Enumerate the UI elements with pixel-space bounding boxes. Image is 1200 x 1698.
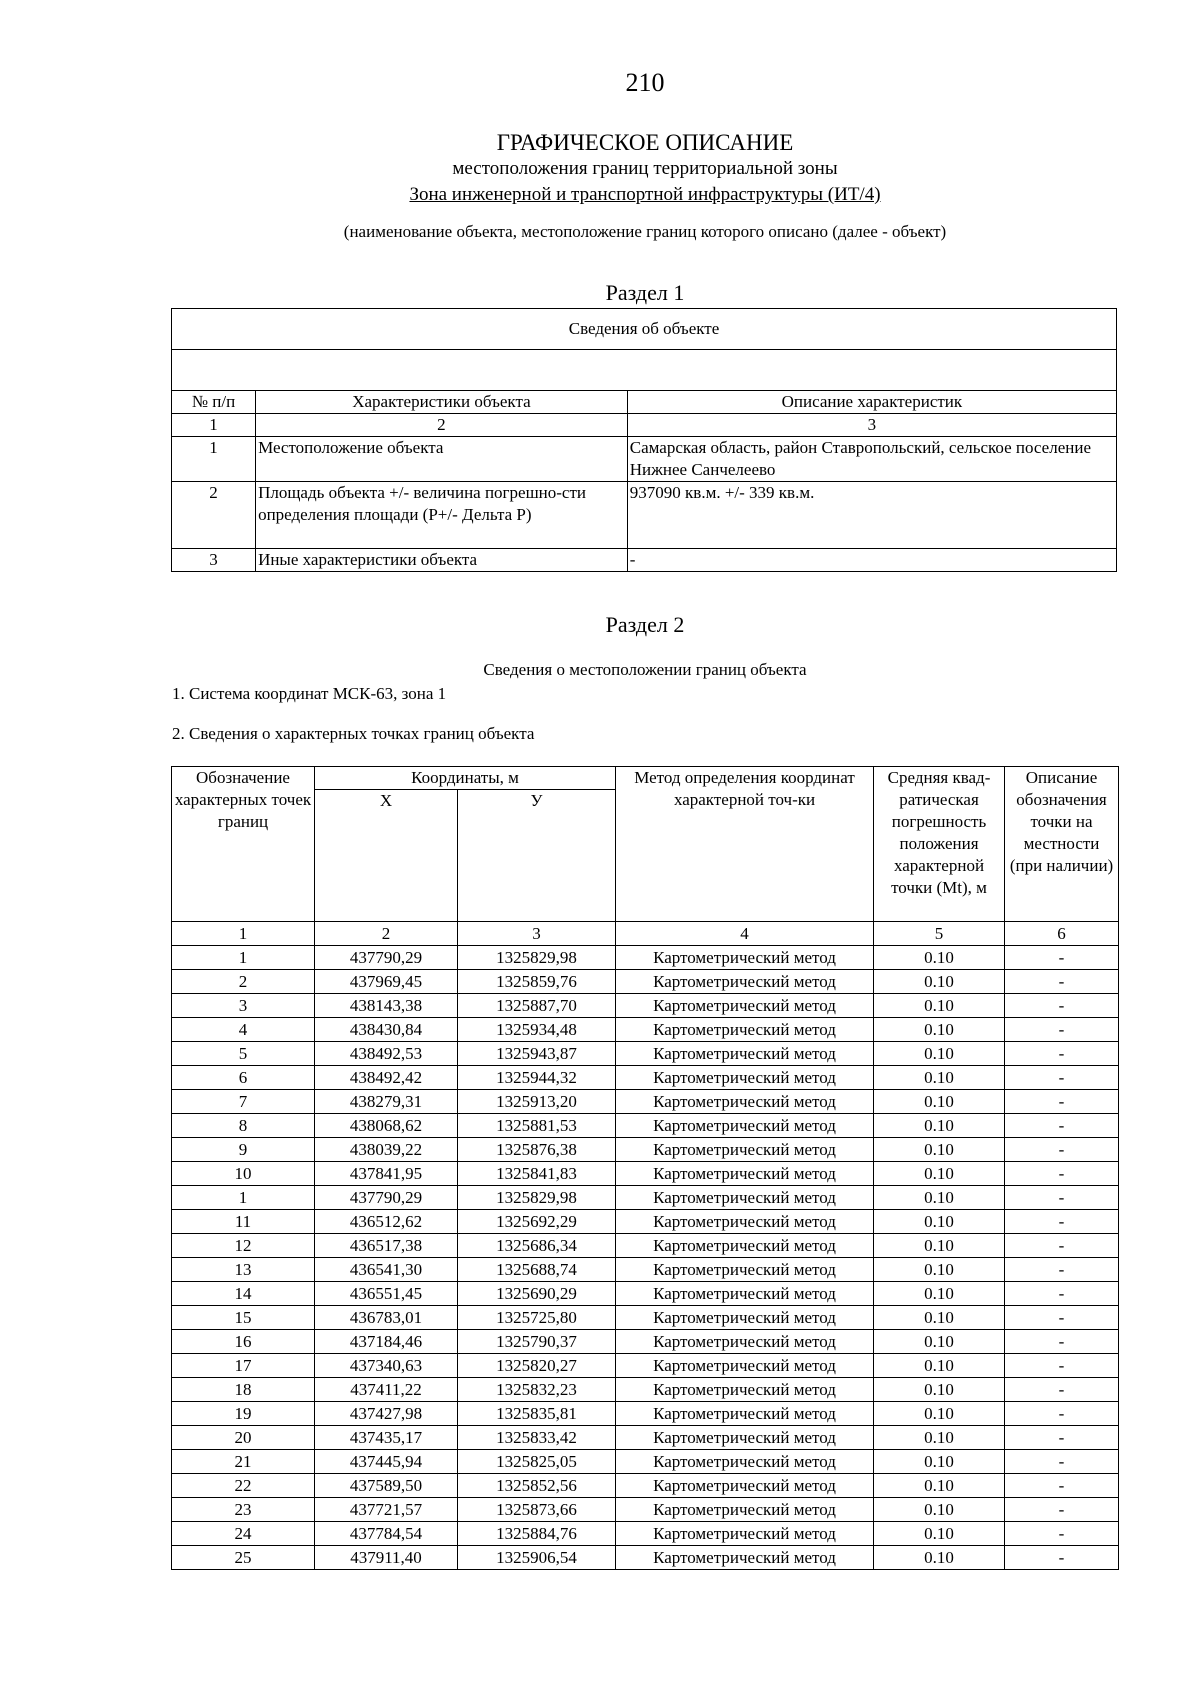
column-header: № п/п: [172, 391, 256, 414]
y-coordinate: 1325876,38: [458, 1138, 616, 1162]
x-coordinate: 437790,29: [315, 1186, 458, 1210]
y-coordinate: 1325943,87: [458, 1042, 616, 1066]
table-row: [172, 1498, 1119, 1522]
mean-error: 0.10: [874, 970, 1005, 994]
mean-error: 0.10: [874, 1186, 1005, 1210]
boundary-points-table: [171, 766, 1119, 1570]
x-coordinate: 438279,31: [315, 1090, 458, 1114]
table-row: [172, 1450, 1119, 1474]
y-coordinate: 1325859,76: [458, 970, 616, 994]
point-id: 24: [172, 1522, 315, 1546]
description-header: Описание обозначения точки на местности (при наличии): [1005, 767, 1119, 922]
mean-error: 0.10: [874, 1474, 1005, 1498]
designation-header: Обозначение характерных точек границ: [172, 767, 315, 922]
table-row: [172, 1114, 1119, 1138]
point-id: 8: [172, 1114, 315, 1138]
table-row: [172, 1474, 1119, 1498]
mean-error: 0.10: [874, 1234, 1005, 1258]
method: Картометрический метод: [616, 1330, 874, 1354]
mean-error: 0.10: [874, 1426, 1005, 1450]
method: Картометрический метод: [616, 1042, 874, 1066]
y-coordinate: 1325833,42: [458, 1426, 616, 1450]
coordinate-system: 1. Система координат МСК-63, зона 1: [172, 684, 447, 703]
method-header: Метод определения координат характерной точ-ки: [616, 767, 874, 922]
column-number: 3: [627, 414, 1116, 437]
point-description: -: [1005, 1330, 1119, 1354]
characteristic-description: Самарская область, район Ставропольский, сельское поселение Нижнее Санчелеево: [627, 437, 1116, 482]
x-coordinate: 437784,54: [315, 1522, 458, 1546]
characteristic-name: Иные характеристики объекта: [256, 549, 628, 572]
method: Картометрический метод: [616, 1450, 874, 1474]
mean-error: 0.10: [874, 1306, 1005, 1330]
x-coordinate: 437969,45: [315, 970, 458, 994]
point-id: 23: [172, 1498, 315, 1522]
method: Картометрический метод: [616, 1210, 874, 1234]
point-description: -: [1005, 1426, 1119, 1450]
point-id: 25: [172, 1546, 315, 1570]
y-coordinate: 1325881,53: [458, 1114, 616, 1138]
method: Картометрический метод: [616, 1498, 874, 1522]
mean-error: 0.10: [874, 1450, 1005, 1474]
method: Картометрический метод: [616, 1114, 874, 1138]
point-description: -: [1005, 946, 1119, 970]
table-row: [172, 946, 1119, 970]
x-coordinate: 436541,30: [315, 1258, 458, 1282]
method: Картометрический метод: [616, 1090, 874, 1114]
mean-error: 0.10: [874, 1138, 1005, 1162]
characteristic-description: 937090 кв.м. +/- 339 кв.м.: [627, 482, 1116, 549]
point-id: 6: [172, 1066, 315, 1090]
page-number: 210: [625, 68, 665, 97]
y-coordinate: 1325686,34: [458, 1234, 616, 1258]
x-coordinate: 436783,01: [315, 1306, 458, 1330]
table-row: [172, 1330, 1119, 1354]
document-subtitle: местоположения границ территориальной зоны: [452, 158, 838, 179]
column-number: 3: [458, 922, 616, 946]
x-coordinate: 438430,84: [315, 1018, 458, 1042]
point-id: 20: [172, 1426, 315, 1450]
mean-error: 0.10: [874, 1162, 1005, 1186]
mean-error: 0.10: [874, 1114, 1005, 1138]
mean-error: 0.10: [874, 1090, 1005, 1114]
point-description: -: [1005, 1282, 1119, 1306]
x-header: Х: [315, 790, 458, 922]
column-number: 1: [172, 922, 315, 946]
column-number: 4: [616, 922, 874, 946]
y-coordinate: 1325790,37: [458, 1330, 616, 1354]
point-description: -: [1005, 970, 1119, 994]
point-description: -: [1005, 994, 1119, 1018]
column-number: 2: [315, 922, 458, 946]
table-row: [172, 437, 1117, 482]
x-coordinate: 437589,50: [315, 1474, 458, 1498]
y-coordinate: 1325884,76: [458, 1522, 616, 1546]
point-id: 19: [172, 1402, 315, 1426]
point-description: -: [1005, 1090, 1119, 1114]
table-row: [172, 1186, 1119, 1210]
table-row: [172, 1042, 1119, 1066]
mean-error: 0.10: [874, 1018, 1005, 1042]
point-id: 3: [172, 994, 315, 1018]
error-header: Средняя квад-ратическая погрешность положения характерной точки (Mt), м: [874, 767, 1005, 922]
point-description: -: [1005, 1306, 1119, 1330]
method: Картометрический метод: [616, 1546, 874, 1570]
object-info-table-title: Сведения об объекте: [172, 309, 1117, 350]
mean-error: 0.10: [874, 1282, 1005, 1306]
mean-error: 0.10: [874, 994, 1005, 1018]
mean-error: 0.10: [874, 1354, 1005, 1378]
table-row: [172, 1162, 1119, 1186]
point-description: -: [1005, 1066, 1119, 1090]
table-row: [172, 1258, 1119, 1282]
document-title: ГРАФИЧЕСКОЕ ОПИСАНИЕ: [496, 130, 794, 155]
y-coordinate: 1325873,66: [458, 1498, 616, 1522]
method: Картометрический метод: [616, 1018, 874, 1042]
x-coordinate: 437721,57: [315, 1498, 458, 1522]
mean-error: 0.10: [874, 1402, 1005, 1426]
point-id: 4: [172, 1018, 315, 1042]
x-coordinate: 437427,98: [315, 1402, 458, 1426]
characteristic-name: Площадь объекта +/- величина погрешно-сти определения площади (Р+/- Дельта Р): [256, 482, 628, 549]
row-number: 1: [172, 437, 256, 482]
object-info-table: [171, 308, 1117, 572]
point-id: 22: [172, 1474, 315, 1498]
table-row: [172, 1090, 1119, 1114]
point-description: -: [1005, 1522, 1119, 1546]
point-id: 2: [172, 970, 315, 994]
method: Картометрический метод: [616, 1474, 874, 1498]
y-coordinate: 1325829,98: [458, 946, 616, 970]
mean-error: 0.10: [874, 1066, 1005, 1090]
y-coordinate: 1325825,05: [458, 1450, 616, 1474]
x-coordinate: 438143,38: [315, 994, 458, 1018]
point-id: 21: [172, 1450, 315, 1474]
table-row: [172, 970, 1119, 994]
points-heading: 2. Сведения о характерных точках границ объекта: [172, 724, 535, 743]
method: Картометрический метод: [616, 1258, 874, 1282]
x-coordinate: 437411,22: [315, 1378, 458, 1402]
table-row: [172, 1522, 1119, 1546]
table-row: [172, 1306, 1119, 1330]
y-coordinate: 1325906,54: [458, 1546, 616, 1570]
point-description: -: [1005, 1018, 1119, 1042]
point-description: -: [1005, 1138, 1119, 1162]
x-coordinate: 437841,95: [315, 1162, 458, 1186]
method: Картометрический метод: [616, 1378, 874, 1402]
table-row: [172, 994, 1119, 1018]
point-id: 16: [172, 1330, 315, 1354]
point-description: -: [1005, 1234, 1119, 1258]
y-coordinate: 1325832,23: [458, 1378, 616, 1402]
empty-row: [172, 350, 1117, 391]
point-description: -: [1005, 1450, 1119, 1474]
method: Картометрический метод: [616, 1066, 874, 1090]
y-coordinate: 1325690,29: [458, 1282, 616, 1306]
row-number: 2: [172, 482, 256, 549]
mean-error: 0.10: [874, 1258, 1005, 1282]
x-coordinate: 437790,29: [315, 946, 458, 970]
y-coordinate: 1325887,70: [458, 994, 616, 1018]
point-id: 18: [172, 1378, 315, 1402]
section1-title: Раздел 1: [605, 280, 685, 305]
mean-error: 0.10: [874, 946, 1005, 970]
point-id: 13: [172, 1258, 315, 1282]
section2-subtitle: Сведения о местоположении границ объекта: [483, 660, 807, 679]
point-id: 14: [172, 1282, 315, 1306]
method: Картометрический метод: [616, 1186, 874, 1210]
y-header: У: [458, 790, 616, 922]
point-id: 11: [172, 1210, 315, 1234]
mean-error: 0.10: [874, 1522, 1005, 1546]
object-caption: (наименование объекта, местоположение границ которого описано (далее - объект): [343, 222, 947, 241]
mean-error: 0.10: [874, 1498, 1005, 1522]
column-number: 5: [874, 922, 1005, 946]
method: Картометрический метод: [616, 1402, 874, 1426]
point-id: 9: [172, 1138, 315, 1162]
x-coordinate: 438068,62: [315, 1114, 458, 1138]
section2-title: Раздел 2: [605, 612, 685, 637]
y-coordinate: 1325835,81: [458, 1402, 616, 1426]
y-coordinate: 1325725,80: [458, 1306, 616, 1330]
table-row: [172, 482, 1117, 549]
point-description: -: [1005, 1210, 1119, 1234]
column-number: 2: [256, 414, 628, 437]
table-row: [172, 549, 1117, 572]
point-description: -: [1005, 1498, 1119, 1522]
mean-error: 0.10: [874, 1330, 1005, 1354]
x-coordinate: 438492,42: [315, 1066, 458, 1090]
table-row: [172, 1282, 1119, 1306]
point-description: -: [1005, 1378, 1119, 1402]
x-coordinate: 438492,53: [315, 1042, 458, 1066]
column-header: Характеристики объекта: [256, 391, 628, 414]
object-name: Зона инженерной и транспортной инфраструктуры (ИТ/4): [409, 184, 881, 205]
x-coordinate: 436517,38: [315, 1234, 458, 1258]
x-coordinate: 437184,46: [315, 1330, 458, 1354]
column-numbers-row: [172, 922, 1119, 946]
method: Картометрический метод: [616, 1306, 874, 1330]
table-row: [172, 1210, 1119, 1234]
method: Картометрический метод: [616, 1426, 874, 1450]
point-description: -: [1005, 1114, 1119, 1138]
point-description: -: [1005, 1162, 1119, 1186]
point-id: 15: [172, 1306, 315, 1330]
point-description: -: [1005, 1186, 1119, 1210]
method: Картометрический метод: [616, 946, 874, 970]
point-description: -: [1005, 1258, 1119, 1282]
point-description: -: [1005, 1042, 1119, 1066]
column-number: 1: [172, 414, 256, 437]
point-id: 10: [172, 1162, 315, 1186]
y-coordinate: 1325692,29: [458, 1210, 616, 1234]
y-coordinate: 1325829,98: [458, 1186, 616, 1210]
y-coordinate: 1325688,74: [458, 1258, 616, 1282]
mean-error: 0.10: [874, 1546, 1005, 1570]
point-description: -: [1005, 1474, 1119, 1498]
y-coordinate: 1325934,48: [458, 1018, 616, 1042]
row-number: 3: [172, 549, 256, 572]
x-coordinate: 437340,63: [315, 1354, 458, 1378]
method: Картометрический метод: [616, 1282, 874, 1306]
characteristic-name: Местоположение объекта: [256, 437, 628, 482]
y-coordinate: 1325913,20: [458, 1090, 616, 1114]
x-coordinate: 436551,45: [315, 1282, 458, 1306]
column-header: Описание характеристик: [627, 391, 1116, 414]
x-coordinate: 436512,62: [315, 1210, 458, 1234]
table-row: [172, 1546, 1119, 1570]
characteristic-description: -: [627, 549, 1116, 572]
coordinates-header: Координаты, м: [315, 767, 616, 790]
point-description: -: [1005, 1546, 1119, 1570]
point-description: -: [1005, 1402, 1119, 1426]
table-row: [172, 1378, 1119, 1402]
mean-error: 0.10: [874, 1210, 1005, 1234]
point-description: -: [1005, 1354, 1119, 1378]
method: Картометрический метод: [616, 1354, 874, 1378]
mean-error: 0.10: [874, 1042, 1005, 1066]
column-number: 6: [1005, 922, 1119, 946]
y-coordinate: 1325841,83: [458, 1162, 616, 1186]
point-id: 17: [172, 1354, 315, 1378]
table-row: [172, 1138, 1119, 1162]
y-coordinate: 1325820,27: [458, 1354, 616, 1378]
point-id: 1: [172, 946, 315, 970]
point-id: 7: [172, 1090, 315, 1114]
method: Картометрический метод: [616, 1234, 874, 1258]
point-id: 1: [172, 1186, 315, 1210]
table-row: [172, 1234, 1119, 1258]
x-coordinate: 437911,40: [315, 1546, 458, 1570]
table-row: [172, 1066, 1119, 1090]
x-coordinate: 438039,22: [315, 1138, 458, 1162]
table-row: [172, 1354, 1119, 1378]
method: Картометрический метод: [616, 1522, 874, 1546]
method: Картометрический метод: [616, 1162, 874, 1186]
point-id: 5: [172, 1042, 315, 1066]
method: Картометрический метод: [616, 1138, 874, 1162]
x-coordinate: 437445,94: [315, 1450, 458, 1474]
point-id: 12: [172, 1234, 315, 1258]
table-row: [172, 1402, 1119, 1426]
y-coordinate: 1325944,32: [458, 1066, 616, 1090]
y-coordinate: 1325852,56: [458, 1474, 616, 1498]
method: Картометрический метод: [616, 970, 874, 994]
method: Картометрический метод: [616, 994, 874, 1018]
table-row: [172, 1426, 1119, 1450]
x-coordinate: 437435,17: [315, 1426, 458, 1450]
table-row: [172, 1018, 1119, 1042]
mean-error: 0.10: [874, 1378, 1005, 1402]
